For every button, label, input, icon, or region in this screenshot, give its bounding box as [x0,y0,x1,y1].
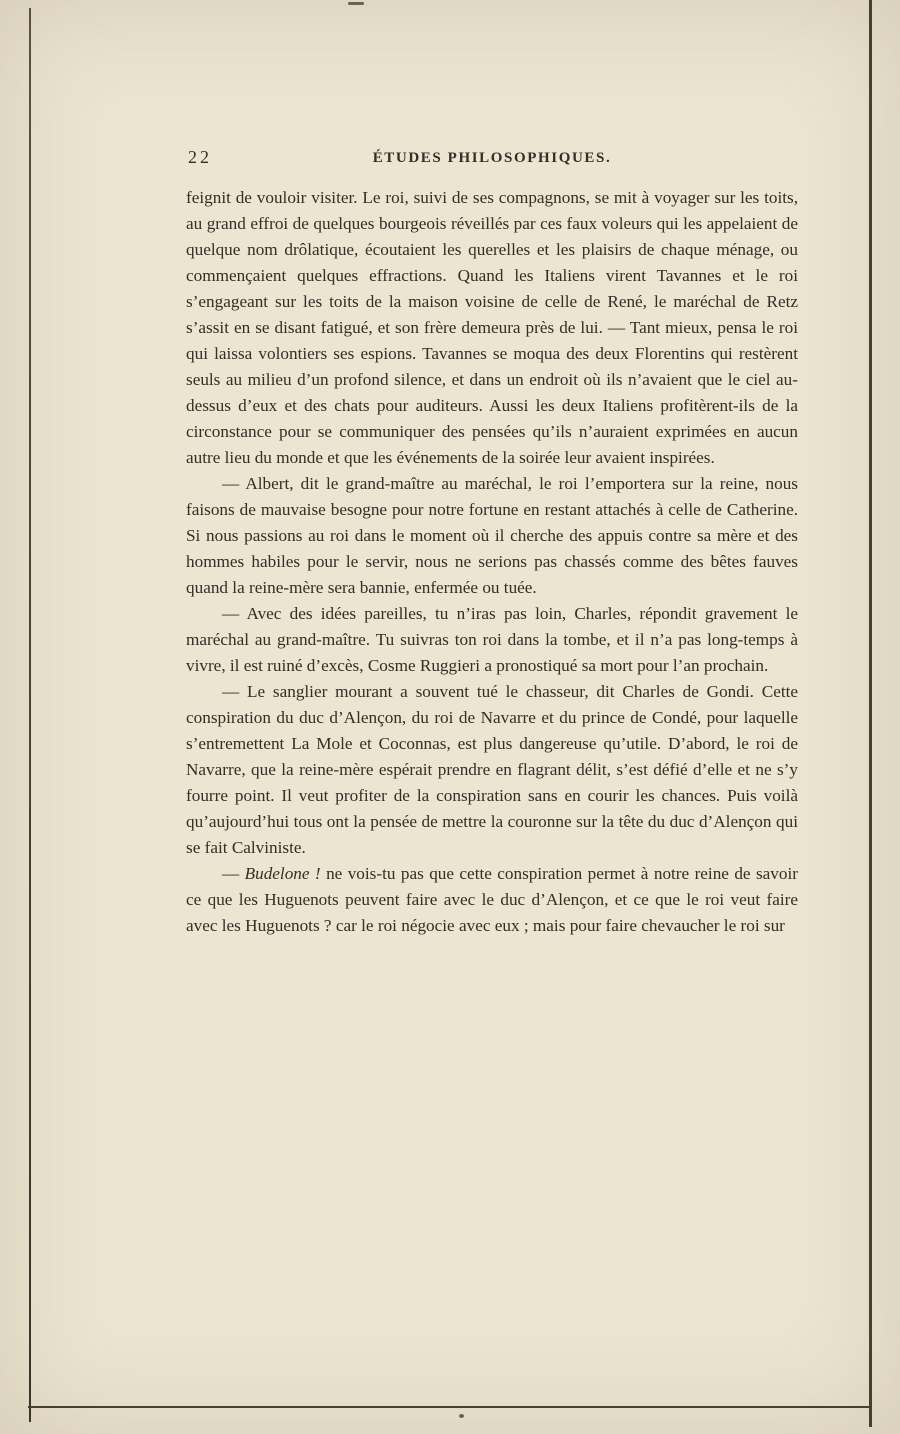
paragraph-text-italic: Budelone ! [244,864,321,883]
running-head [186,143,798,177]
paragraph-text: — Le sanglier mourant a souvent tué le chasseur, dit Charles de Gondi. Cette conspiration du duc d’Alençon, du roi de Navarre et du prince de Condé, pour laquelle s’entremettent La Mole et Coconnas, est plus dangereuse qu’utile. D’abord, le roi de Navarre, que la reine-mère espérait prendre en flagrant délit, s’est défié d’elle et ne s’y fourre point. Il veut profiter de la conspiration sans en courir les chances. Puis voilà qu’aujourd’hui tous ont la pensée de mettre la couronne sur la tête du duc d’Alençon qui se fait Calviniste. [186,682,798,857]
scan-edge-left [29,8,31,1422]
scan-speck-bottom [459,1414,464,1418]
running-head-title: ÉTUDES PHILOSOPHIQUES. [372,150,612,166]
paragraph [186,185,798,471]
scan-edge-right [869,0,872,1427]
paragraph [186,471,798,601]
paragraph-text: — Avec des idées pareilles, tu n’iras pas loin, Charles, répondit gravement le maréchal au grand-maître. Tu suivras ton roi dans la tombe, et il n’a pas long-temps à vivre, il est ruiné d’excès, Cosme Ruggieri a pronostiqué sa mort pour l’an prochain. [186,604,798,675]
paragraph [186,679,798,861]
paragraph-text: — [222,864,245,883]
page-paragraphs [186,185,798,939]
paragraph-text: feignit de vouloir visiter. Le roi, suivi de ses compagnons, se mit à voyager sur les toits, au grand effroi de quelques bourgeois réveillés par ces faux voleurs qui les appelaient de quelque nom drôlatique, écoutaient les querelles et les plaisirs de chaque ménage, ou commençaient quelques effractions. Quand les Italiens virent Tavannes et le roi s’engageant sur les toits de la maison voisine de celle de René, le maréchal de Retz s’assit en se disant fatigué, et son frère demeura près de lui. — Tant mieux, pensa le roi qui laissa volontiers ses espions. Tavannes se moqua des deux Florentins qui restèrent seuls au milieu d’un profond silence, et dans un endroit où ils n’avaient que le ciel au-dessus d’eux et des chats pour auditeurs. Aussi les deux Italiens profitèrent-ils de la circonstance pour se communiquer des pensées qu’ils n’auraient exprimées en aucun autre lieu du monde et que les événements de la soirée leur avaient inspirées. [186,188,798,467]
paragraph [186,601,798,679]
scan-speck-top [348,2,364,5]
page-content [186,143,798,939]
paragraph-text: — Albert, dit le grand-maître au maréchal, le roi l’emportera sur la reine, nous faisons de mauvaise besogne pour notre fortune en restant attachés à celle de Catherine. Si nous passions au roi dans le moment où il cherche des appuis contre sa mère et des hommes habiles pour le servir, nous ne serions pas chassés comme des bêtes fauves quand la reine-mère sera bannie, enfermée ou tuée. [186,474,798,597]
scan-edge-bottom [28,1406,872,1408]
paragraph-text: ne vois-tu pas que cette conspiration permet à notre reine de savoir ce que les Huguenots peuvent faire avec le duc d’Alençon, et ce que le roi veut faire avec les Huguenots ? car le roi négocie avec eux ; mais pour faire chevaucher le roi sur [186,864,798,935]
page-number: 22 [188,147,212,167]
paragraph [186,861,798,939]
